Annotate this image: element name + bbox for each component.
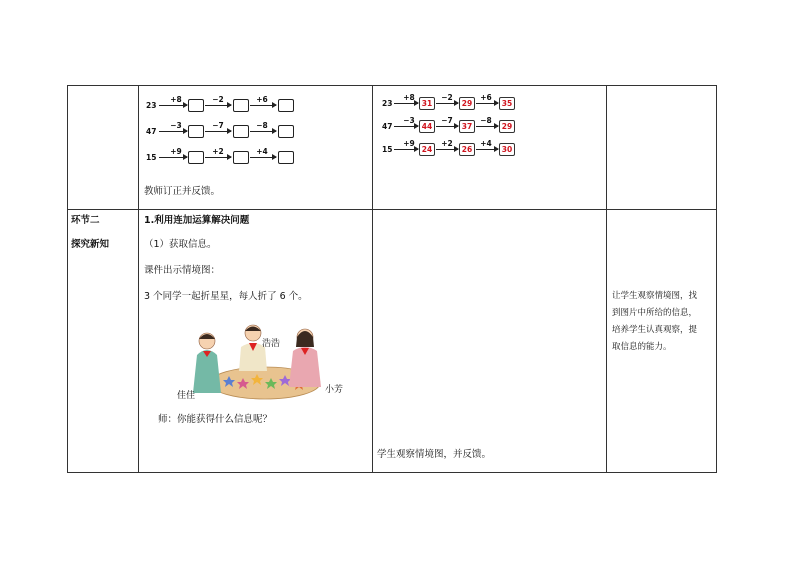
problem-statement: 3 个同学一起折星星，每人折了 6 个。 (144, 291, 308, 302)
answer-blank (233, 99, 249, 112)
arrow-icon (205, 105, 231, 106)
answer-value: 29 (499, 120, 515, 133)
exercise-chain-1 (146, 95, 306, 113)
chain-op: +2 (441, 139, 453, 148)
answer-blank (233, 151, 249, 164)
chain-op: +8 (170, 95, 182, 104)
chain-op: +9 (170, 147, 182, 156)
arrow-icon (205, 131, 231, 132)
chain-op: +4 (256, 147, 268, 156)
chain-op: −7 (212, 121, 224, 130)
chain-op: −2 (441, 93, 453, 102)
answer-blank (233, 125, 249, 138)
step-get-info: （1）获取信息。 (144, 239, 217, 250)
arrow-icon (250, 105, 276, 106)
exercise-chain-3 (146, 147, 306, 165)
answer-value: 26 (459, 143, 475, 156)
answer-blank (188, 99, 204, 112)
chain-start: 15 (382, 145, 393, 154)
arrow-icon (205, 157, 231, 158)
arrow-icon (394, 126, 418, 127)
arrow-icon (394, 149, 418, 150)
chain-op: −3 (170, 121, 182, 130)
table-border-bottom (67, 472, 717, 473)
column-divider-1 (138, 85, 139, 473)
exercise-chain-2 (146, 121, 306, 139)
chain-op: +9 (403, 139, 415, 148)
arrow-icon (436, 103, 458, 104)
lesson-table (67, 85, 717, 473)
children-folding-stars-image (187, 321, 337, 409)
design-intent-line: 培养学生认真观察，提 (612, 325, 698, 335)
arrow-icon (436, 149, 458, 150)
answer-chain-3 (382, 139, 532, 157)
answer-value: 37 (459, 120, 475, 133)
chain-op: −8 (256, 121, 268, 130)
arrow-icon (394, 103, 418, 104)
arrow-icon (476, 149, 498, 150)
stage-label-line2: 探究新知 (71, 239, 110, 250)
chain-start: 23 (382, 99, 393, 108)
chain-op: −3 (403, 116, 415, 125)
arrow-icon (476, 126, 498, 127)
section-heading: 1.利用连加运算解决问题 (144, 215, 250, 226)
answer-blank (188, 125, 204, 138)
column-divider-2 (372, 85, 373, 473)
chain-start: 47 (382, 122, 393, 131)
arrow-icon (159, 157, 187, 158)
answer-value: 31 (419, 97, 435, 110)
chain-start: 15 (146, 153, 157, 162)
table-border-left (67, 85, 68, 473)
chain-op: −8 (480, 116, 492, 125)
design-intent-line: 让学生观察情境图，找 (612, 291, 698, 301)
table-border-right (716, 85, 717, 473)
label-jiajia: 佳佳 (177, 391, 196, 401)
courseware-line: 课件出示情境图： (144, 265, 221, 276)
answer-value: 24 (419, 143, 435, 156)
arrow-icon (250, 157, 276, 158)
chain-start: 23 (146, 101, 157, 110)
arrow-icon (476, 103, 498, 104)
scene-illustration (187, 321, 337, 409)
label-xiaofang: 小芳 (325, 385, 344, 395)
chain-op: +4 (480, 139, 492, 148)
label-haohao: 浩浩 (262, 339, 281, 349)
answer-value: 29 (459, 97, 475, 110)
chain-op: −2 (212, 95, 224, 104)
answer-chain-2 (382, 116, 532, 134)
answer-blank (278, 151, 294, 164)
chain-op: +2 (212, 147, 224, 156)
design-intent (612, 288, 697, 356)
table-border-top (67, 85, 717, 86)
student-activity: 学生观察情境图，并反馈。 (377, 449, 492, 460)
table-row-divider (67, 209, 717, 210)
answer-value: 35 (499, 97, 515, 110)
stage-label-line1: 环节二 (71, 215, 100, 226)
answer-blank (278, 99, 294, 112)
answer-chain-1 (382, 93, 532, 111)
chain-op: +6 (256, 95, 268, 104)
arrow-icon (250, 131, 276, 132)
answer-value: 44 (419, 120, 435, 133)
teacher-question: 师：你能获得什么信息呢？ (158, 414, 273, 425)
chain-op: +6 (480, 93, 492, 102)
design-intent-line: 到图片中所给的信息， (612, 308, 698, 318)
answer-blank (188, 151, 204, 164)
column-divider-3 (606, 85, 607, 473)
arrow-icon (159, 131, 187, 132)
chain-op: −7 (441, 116, 453, 125)
design-intent-line: 取信息的能力。 (612, 342, 672, 352)
answer-value: 30 (499, 143, 515, 156)
arrow-icon (159, 105, 187, 106)
answer-blank (278, 125, 294, 138)
chain-op: +8 (403, 93, 415, 102)
teacher-correction: 教师订正并反馈。 (144, 186, 221, 197)
chain-start: 47 (146, 127, 157, 136)
arrow-icon (436, 126, 458, 127)
